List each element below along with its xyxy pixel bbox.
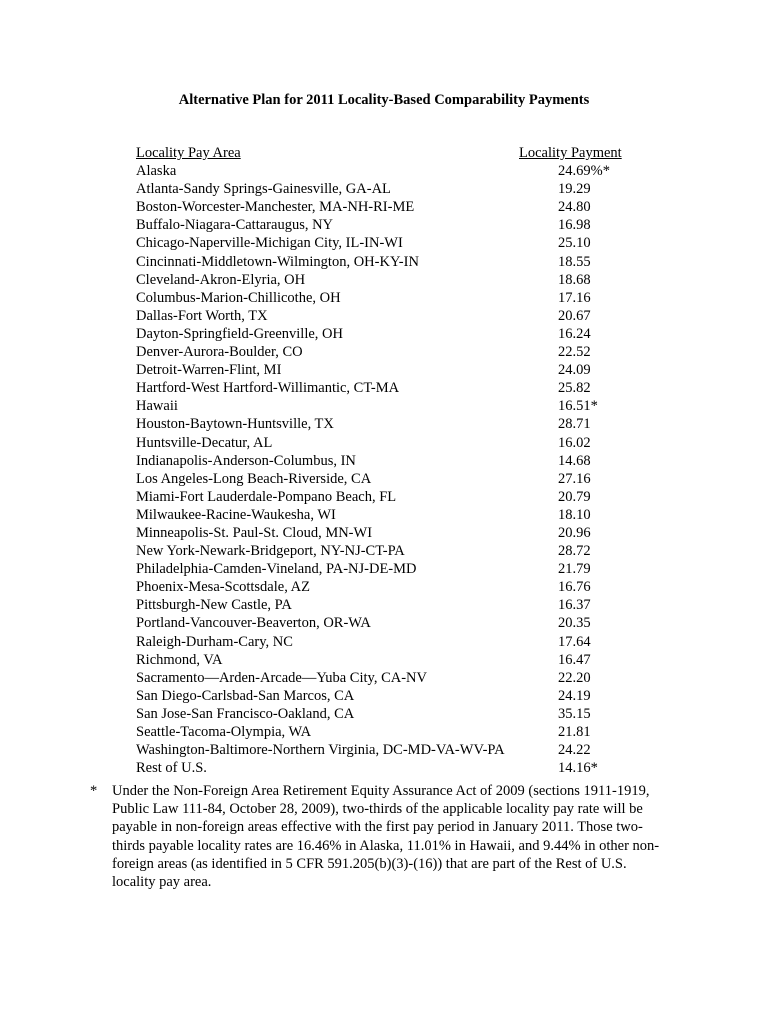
table-row bbox=[136, 723, 656, 741]
locality-payment: 25.82 bbox=[558, 380, 591, 397]
table-row bbox=[136, 452, 656, 470]
locality-area: Atlanta-Sandy Springs-Gainesville, GA-AL bbox=[136, 181, 391, 198]
locality-area: Dayton-Springfield-Greenville, OH bbox=[136, 325, 343, 342]
locality-payment: 27.16 bbox=[558, 470, 591, 487]
table-row bbox=[136, 253, 656, 271]
locality-area: Phoenix-Mesa-Scottsdale, AZ bbox=[136, 579, 310, 596]
locality-area: Los Angeles-Long Beach-Riverside, CA bbox=[136, 470, 372, 487]
locality-area: Portland-Vancouver-Beaverton, OR-WA bbox=[136, 615, 371, 632]
locality-area: San Jose-San Francisco-Oakland, CA bbox=[136, 705, 355, 722]
locality-area: New York-Newark-Bridgeport, NY-NJ-CT-PA bbox=[136, 543, 405, 560]
locality-payment: 16.37 bbox=[558, 597, 591, 614]
locality-area: San Diego-Carlsbad-San Marcos, CA bbox=[136, 687, 355, 704]
locality-payment: 17.16 bbox=[558, 289, 591, 306]
table-row bbox=[136, 542, 656, 560]
locality-area: Minneapolis-St. Paul-St. Cloud, MN-WI bbox=[136, 524, 373, 541]
table-row bbox=[136, 488, 656, 506]
table-row bbox=[136, 379, 656, 397]
locality-payment: 24.80 bbox=[558, 199, 591, 216]
table-row bbox=[136, 741, 656, 759]
table-header bbox=[136, 144, 656, 162]
locality-area: Raleigh-Durham-Cary, NC bbox=[136, 633, 293, 650]
locality-payment: 28.72 bbox=[558, 543, 591, 560]
locality-area: Hartford-West Hartford-Willimantic, CT-MA bbox=[136, 380, 400, 397]
locality-payment: 35.15 bbox=[558, 705, 591, 722]
locality-area: Alaska bbox=[136, 163, 177, 180]
locality-area: Detroit-Warren-Flint, MI bbox=[136, 362, 282, 379]
locality-payment: 22.52 bbox=[558, 344, 591, 361]
table-body bbox=[136, 162, 656, 777]
locality-payment: 16.98 bbox=[558, 217, 591, 234]
table-row bbox=[136, 578, 656, 596]
table-row bbox=[136, 162, 656, 180]
locality-payment: 28.71 bbox=[558, 416, 591, 433]
table-row bbox=[136, 361, 656, 379]
locality-area: Dallas-Fort Worth, TX bbox=[136, 307, 268, 324]
table-row bbox=[136, 687, 656, 705]
locality-area: Houston-Baytown-Huntsville, TX bbox=[136, 416, 334, 433]
table-row bbox=[136, 271, 656, 289]
locality-area: Miami-Fort Lauderdale-Pompano Beach, FL bbox=[136, 488, 397, 505]
locality-payment: 20.79 bbox=[558, 488, 591, 505]
locality-payment: 16.24 bbox=[558, 325, 591, 342]
locality-area: Hawaii bbox=[136, 398, 178, 415]
locality-payment: 14.68 bbox=[558, 452, 591, 469]
locality-payment: 18.55 bbox=[558, 253, 591, 270]
locality-payment: 24.09 bbox=[558, 362, 591, 379]
locality-area: Huntsville-Decatur, AL bbox=[136, 434, 273, 451]
table-row bbox=[136, 614, 656, 632]
table-row bbox=[136, 759, 656, 777]
locality-payment: 24.69%* bbox=[558, 163, 610, 180]
table-row bbox=[136, 596, 656, 614]
table-row bbox=[136, 705, 656, 723]
column-header-payment: Locality Payment bbox=[519, 145, 622, 161]
locality-area: Columbus-Marion-Chillicothe, OH bbox=[136, 289, 341, 306]
locality-area: Boston-Worcester-Manchester, MA-NH-RI-ME bbox=[136, 199, 415, 216]
locality-area: Denver-Aurora-Boulder, CO bbox=[136, 344, 303, 361]
table-row bbox=[136, 415, 656, 433]
locality-area: Seattle-Tacoma-Olympia, WA bbox=[136, 724, 312, 740]
locality-payment: 24.22 bbox=[558, 742, 591, 759]
table-row bbox=[136, 289, 656, 307]
footnote-text: Under the Non-Foreign Area Retirement Equity Assurance Act of 2009 (sections 1911-1919, Public Law 111-84, October 28, 2009), two-thirds of the applicable locality pay rate will be payable in non-foreign areas effective with the first pay period in January 2011. Those two-thirds payable locality rates are 16.46% in Alaska, 11.01% in Hawaii, and 9.44% in other non-foreign areas (as identified in 5 CFR 591.205(b)(3)-(16)) that are part of the Rest of U.S. locality pay area. bbox=[112, 783, 660, 891]
table-row bbox=[136, 560, 656, 578]
locality-payment: 24.19 bbox=[558, 687, 591, 704]
locality-table bbox=[136, 144, 656, 777]
table-row bbox=[136, 506, 656, 524]
table-row bbox=[136, 434, 656, 452]
locality-payment: 25.10 bbox=[558, 235, 591, 252]
table-row bbox=[136, 633, 656, 651]
locality-payment: 20.35 bbox=[558, 615, 591, 632]
column-header-area: Locality Pay Area bbox=[136, 145, 241, 161]
locality-payment: 20.96 bbox=[558, 524, 591, 541]
table-row bbox=[136, 397, 656, 415]
locality-area: Philadelphia-Camden-Vineland, PA-NJ-DE-MD bbox=[136, 561, 417, 578]
locality-area: Cincinnati-Middletown-Wilmington, OH-KY-IN bbox=[136, 253, 419, 270]
locality-payment: 16.47 bbox=[558, 651, 591, 668]
table-row bbox=[136, 198, 656, 216]
locality-payment: 16.51* bbox=[558, 398, 598, 415]
locality-area: Chicago-Naperville-Michigan City, IL-IN-WI bbox=[136, 235, 403, 252]
table-row bbox=[136, 669, 656, 687]
table-row bbox=[136, 216, 656, 234]
locality-payment: 17.64 bbox=[558, 633, 591, 650]
table-row bbox=[136, 325, 656, 343]
locality-payment: 19.29 bbox=[558, 181, 591, 198]
locality-payment: 16.02 bbox=[558, 434, 591, 451]
locality-area: Indianapolis-Anderson-Columbus, IN bbox=[136, 452, 356, 469]
locality-area: Cleveland-Akron-Elyria, OH bbox=[136, 271, 306, 288]
locality-payment: 21.79 bbox=[558, 561, 591, 578]
document-title: Alternative Plan for 2011 Locality-Based Comparability Payments bbox=[178, 92, 590, 108]
locality-payment: 21.81 bbox=[558, 724, 591, 740]
locality-payment: 22.20 bbox=[558, 669, 591, 686]
table-row bbox=[136, 524, 656, 542]
locality-payment: 18.10 bbox=[558, 506, 591, 523]
locality-payment: 16.76 bbox=[558, 579, 591, 596]
table-row bbox=[136, 234, 656, 252]
locality-area: Milwaukee-Racine-Waukesha, WI bbox=[136, 506, 336, 523]
locality-area: Washington-Baltimore-Northern Virginia, DC-MD-VA-WV-PA bbox=[136, 742, 505, 759]
footnote bbox=[90, 782, 690, 891]
footnote-mark: * bbox=[90, 783, 98, 799]
locality-payment: 18.68 bbox=[558, 271, 591, 288]
locality-area: Sacramento—Arden-Arcade—Yuba City, CA-NV bbox=[136, 669, 427, 686]
locality-area: Buffalo-Niagara-Cattaraugus, NY bbox=[136, 217, 334, 234]
table-row bbox=[136, 307, 656, 325]
locality-area: Pittsburgh-New Castle, PA bbox=[136, 597, 292, 614]
table-row bbox=[136, 470, 656, 488]
table-row bbox=[136, 180, 656, 198]
locality-payment: 20.67 bbox=[558, 307, 591, 324]
locality-payment: 14.16* bbox=[558, 760, 598, 777]
table-row bbox=[136, 651, 656, 669]
locality-area: Richmond, VA bbox=[136, 651, 223, 668]
table-row bbox=[136, 343, 656, 361]
locality-area: Rest of U.S. bbox=[136, 760, 207, 777]
